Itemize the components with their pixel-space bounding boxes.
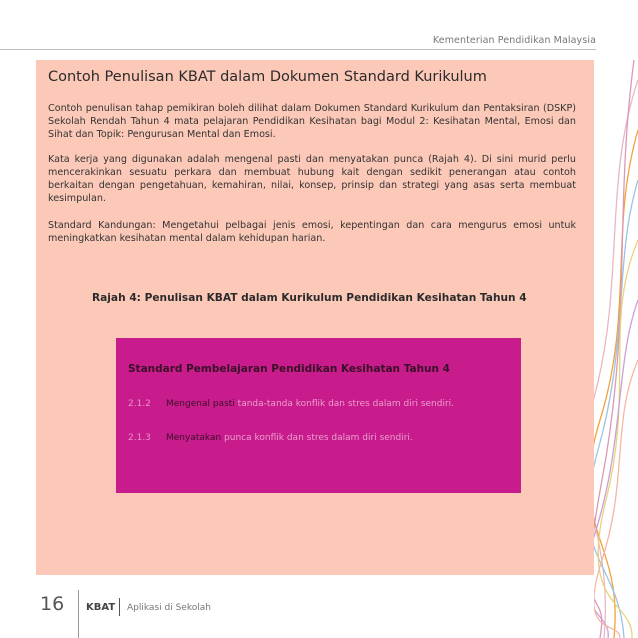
figure-caption: Rajah 4: Penulisan KBAT dalam Kurikulum Pendidikan Kesihatan Tahun 4 [92,292,527,304]
standard-text: punca konflik dan stres dalam diri sendiri. [224,433,413,443]
paragraph-2: Kata kerja yang digunakan adalah mengenal pasti dan menyatakan punca (Rajah 4). Di sini murid perlu mencerakinkan sesuatu perkara dan membuat hubung kait dengan sedikit penerangan atau contoh berkaitan dengan pengetahuan, kemahiran, nilai, konsep, prinsip dan strategi yang asas serta membuat kesimpulan. [48,154,576,204]
standard-verb: Menyatakan [166,433,222,443]
learning-standard-box [116,338,521,493]
footer-divider [78,590,79,638]
paragraph-1: Contoh penulisan tahap pemikiran boleh dilihat dalam Dokumen Standard Kurikulum dan Pentaksiran (DSKP) Sekolah Rendah Tahun 4 mata pelajaran Pendidikan Kesihatan bagi Modul 2: Kesihatan Mental, Emosi dan Sihat dan Topik: Pengurusan Mental dan Emosi. [48,103,576,140]
section-title: Contoh Penulisan KBAT dalam Dokumen Standard Kurikulum [48,69,487,85]
decorative-lines-graphic [594,60,638,638]
header-divider [0,49,596,50]
standard-number: 2.1.3 [128,433,151,443]
page-number: 16 [40,593,65,615]
footer-book-title: KBAT [86,602,116,613]
box-title: Standard Pembelajaran Pendidikan Kesihatan Tahun 4 [128,363,450,375]
footer-subtitle: Aplikasi di Sekolah [127,603,211,613]
page-header [0,0,638,60]
standard-number: 2.1.2 [128,399,151,409]
paragraph-3: Standard Kandungan: Mengetahui pelbagai jenis emosi, kepentingan dan cara mengurus emosi untuk meningkatkan kesihatan mental dalam kehidupan harian. [48,220,576,244]
footer-separator [119,598,120,616]
standard-text: tanda-tanda konflik dan stres dalam diri sendiri. [237,399,455,409]
content-panel [36,60,594,575]
ministry-label: Kementerian Pendidikan Malaysia [432,35,596,46]
standard-item [128,433,413,443]
standard-verb: Mengenal pasti [166,399,235,409]
standard-item [128,399,454,409]
